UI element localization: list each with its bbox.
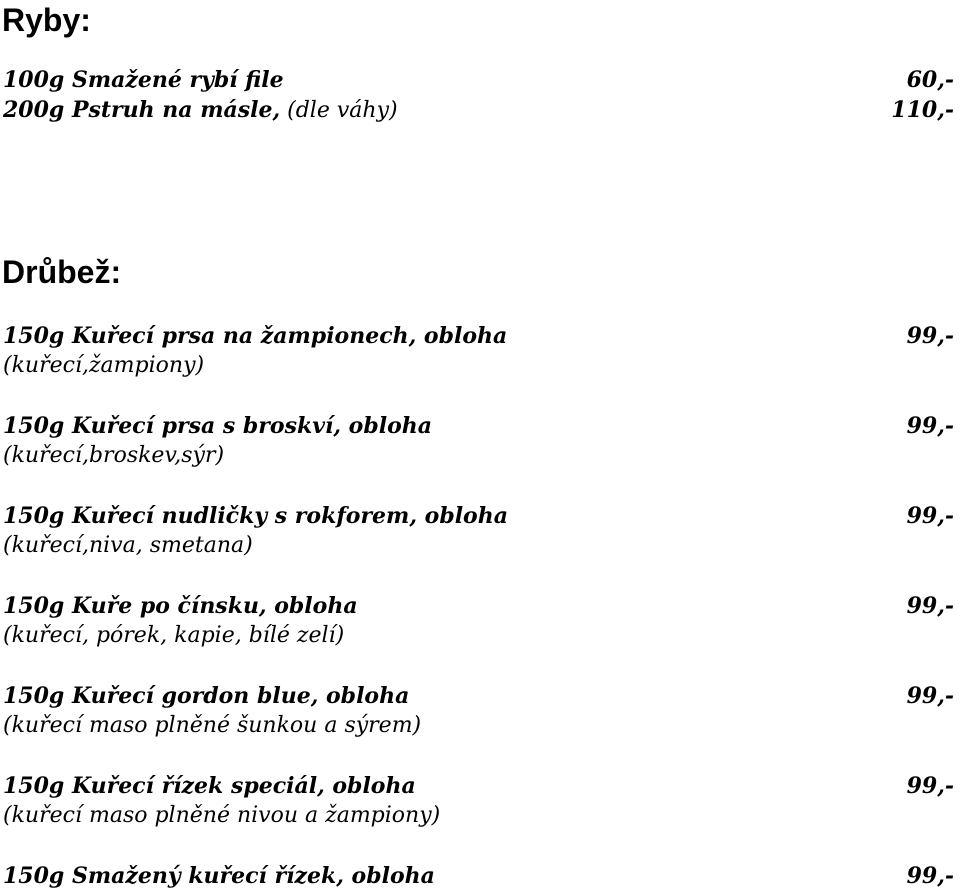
menu-item bbox=[3, 862, 954, 891]
item-price: 99,- bbox=[906, 323, 954, 349]
item-name: 150g Kuřecí nudličky s rokforem, obloha bbox=[3, 503, 508, 529]
menu-item bbox=[3, 322, 954, 351]
item-price: 99,- bbox=[906, 773, 954, 799]
item-price: 99,- bbox=[906, 593, 954, 619]
item-price: 99,- bbox=[906, 683, 954, 709]
item-ingredients: (kuřecí,broskev,sýr) bbox=[3, 443, 225, 468]
item-ingredients: (kuřecí maso plněné šunkou a sýrem) bbox=[3, 713, 422, 738]
section-title-fish: Ryby: bbox=[2, 2, 91, 38]
item-price: 99,- bbox=[906, 413, 954, 439]
item-ingredients: (kuřecí maso plněné nivou a žampiony) bbox=[3, 803, 441, 828]
item-name: 100g Smažené rybí file bbox=[3, 67, 284, 93]
menu-item bbox=[3, 592, 954, 621]
menu-item bbox=[3, 66, 954, 95]
item-price: 99,- bbox=[906, 503, 954, 529]
menu-item bbox=[3, 412, 954, 441]
item-ingredients: (kuřecí,žampiony) bbox=[3, 353, 205, 378]
item-price: 99,- bbox=[906, 863, 954, 889]
item-price: 110,- bbox=[891, 97, 954, 123]
menu-item bbox=[3, 682, 954, 711]
item-name: 150g Kuře po čínsku, obloha bbox=[3, 593, 358, 619]
item-name: 150g Smažený kuřecí řízek, obloha bbox=[3, 863, 435, 889]
item-name: 150g Kuřecí řízek speciál, obloha bbox=[3, 773, 416, 799]
item-name: 150g Kuřecí prsa s broskví, obloha bbox=[3, 413, 432, 439]
item-name: 150g Kuřecí prsa na žampionech, obloha bbox=[3, 323, 508, 349]
item-ingredients: (kuřecí, pórek, kapie, bílé zelí) bbox=[3, 623, 345, 648]
item-ingredients: (kuřecí,niva, smetana) bbox=[3, 533, 253, 558]
item-name: 150g Kuřecí gordon blue, obloha bbox=[3, 683, 410, 709]
menu-item bbox=[3, 502, 954, 531]
item-price: 60,- bbox=[906, 67, 954, 93]
menu-item bbox=[3, 96, 954, 125]
item-name: 200g Pstruh na másle, bbox=[3, 97, 281, 123]
menu-item bbox=[3, 772, 954, 801]
item-note: (dle váhy) bbox=[287, 98, 398, 123]
section-title-poultry: Drůbež: bbox=[2, 254, 122, 290]
